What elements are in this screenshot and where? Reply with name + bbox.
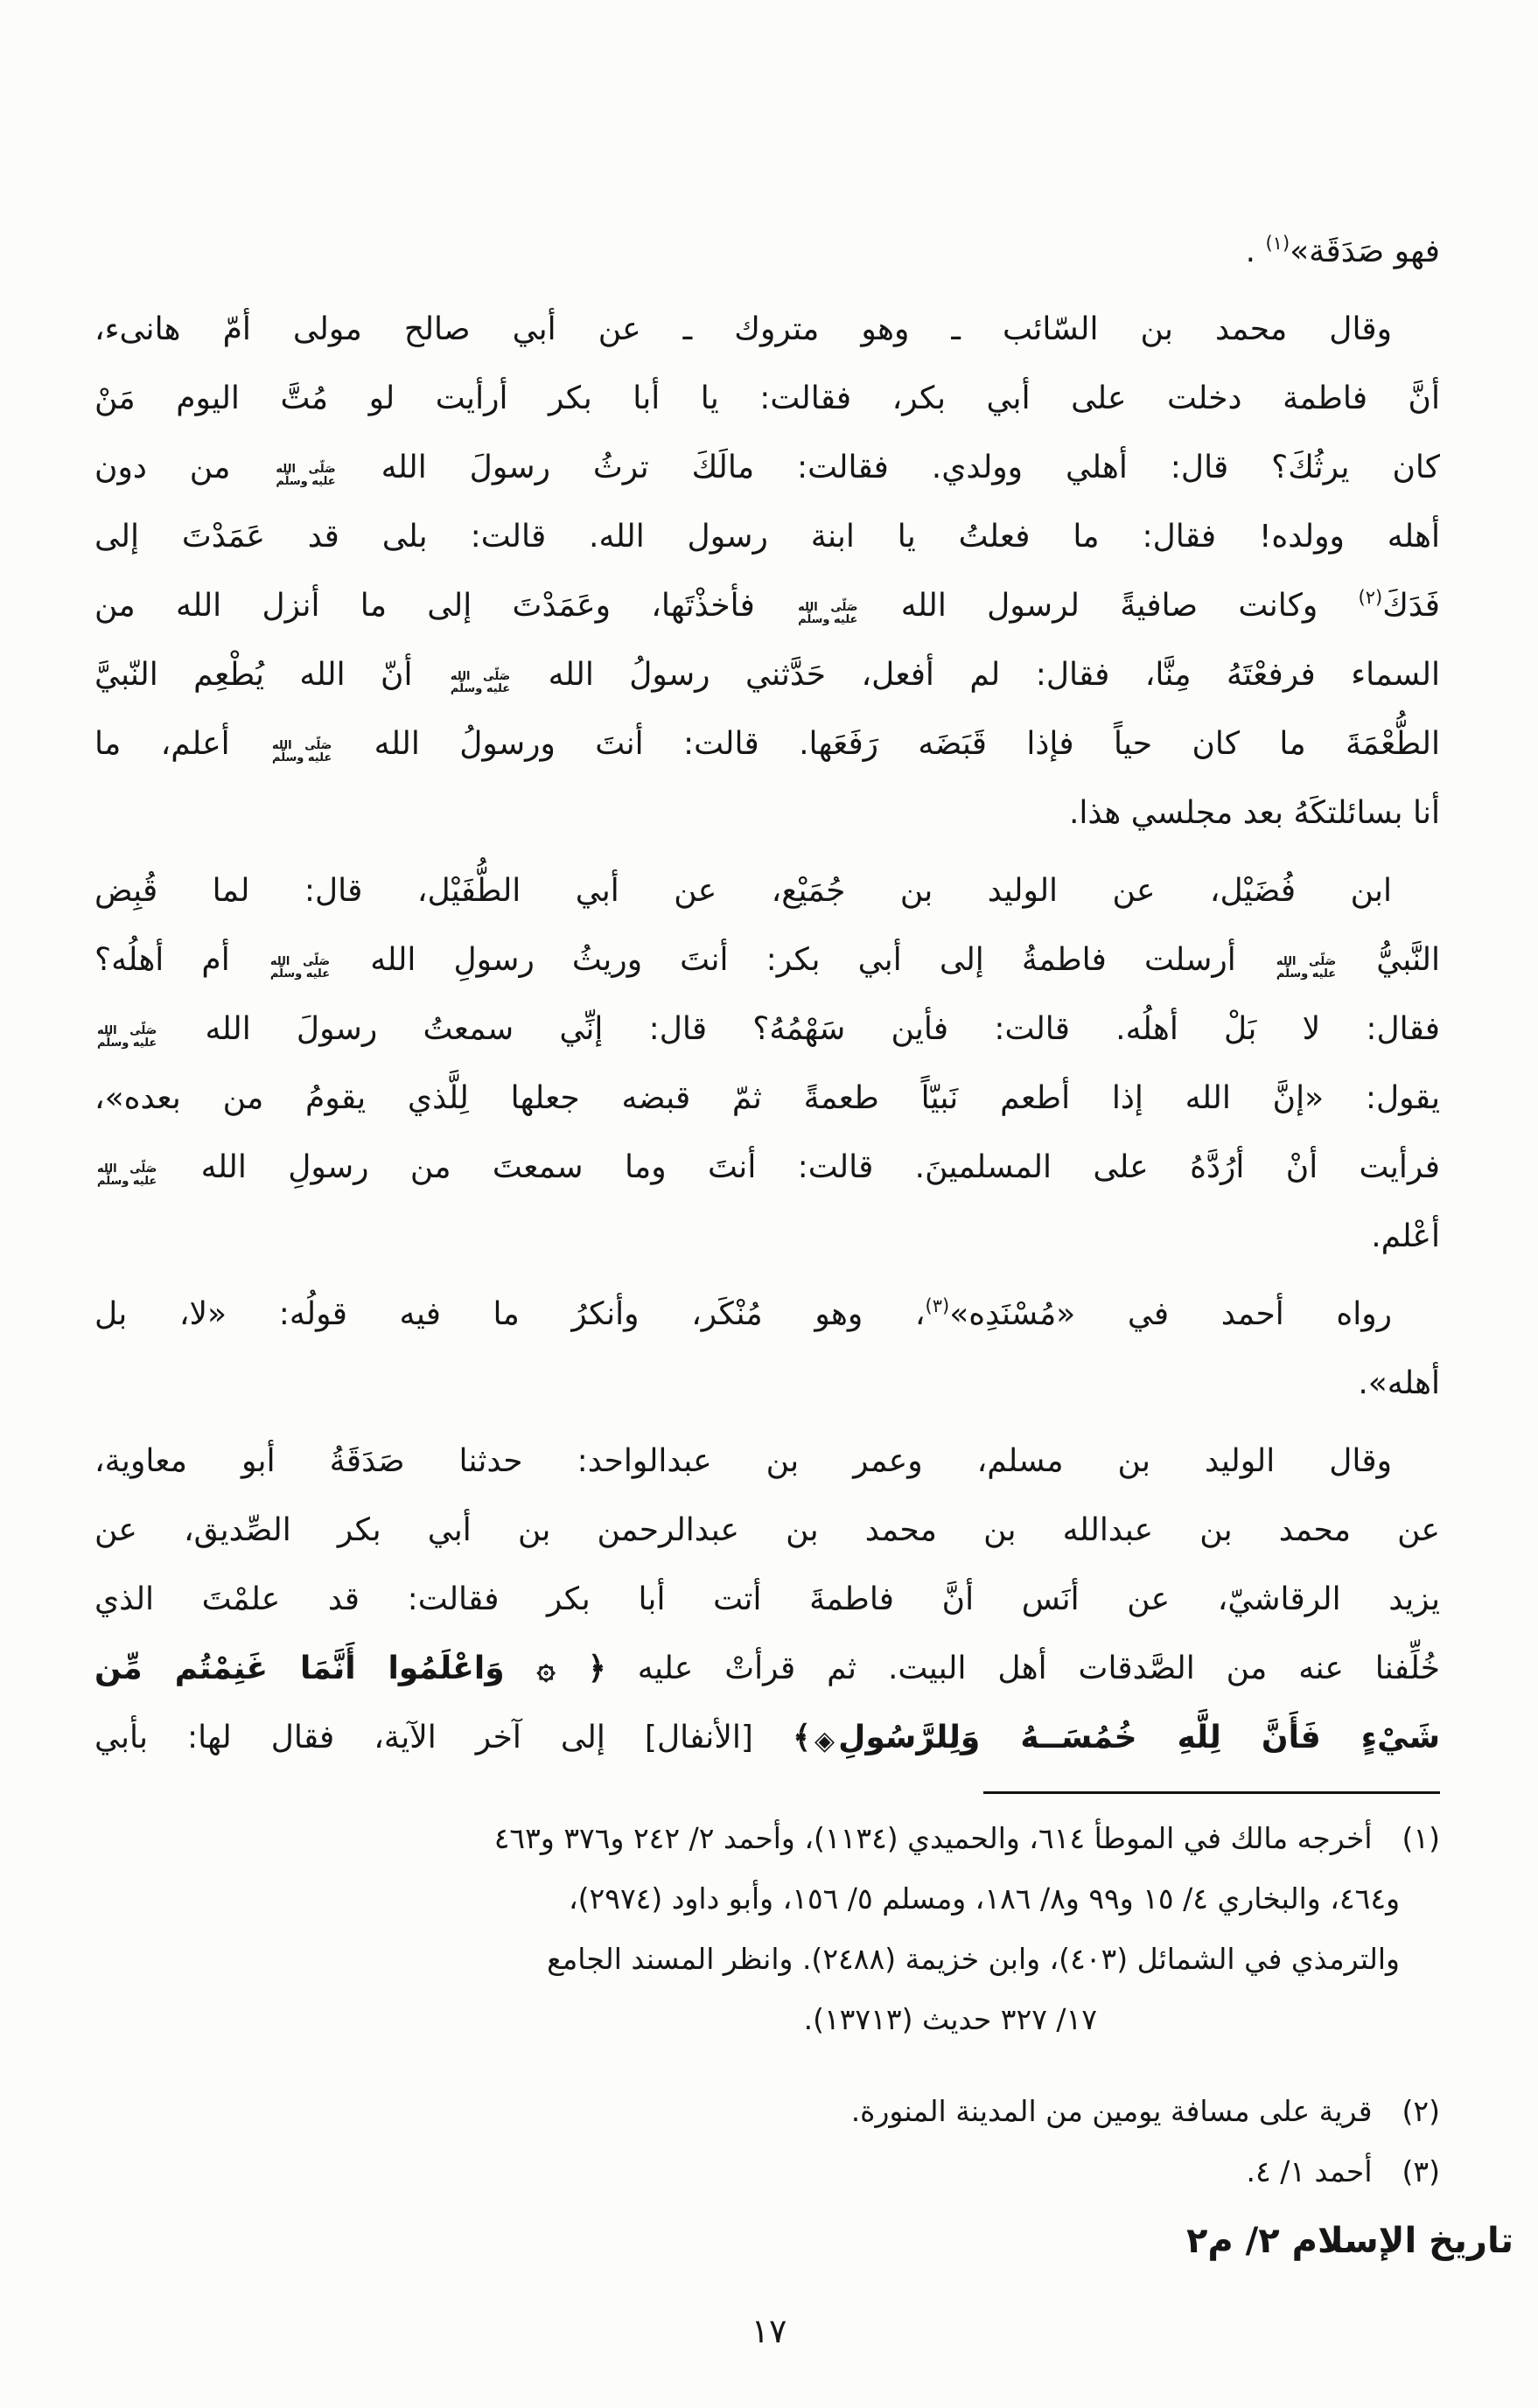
pbuh-honorific-icon: صَلّى الله عليه وسلّم [272, 739, 332, 764]
quran-close-bracket: ﴾ [792, 1720, 812, 1755]
text-line: وقال محمد بن السّائب ـ وهو متروك ـ عن أبي صالح مولى أمّ هانىء، [94, 311, 1392, 347]
quran-verse-text: شَيْءٍ فَأَنَّ لِلَّهِ خُمُسَــهُ وَلِلرَّسُولِ [838, 1720, 1440, 1755]
text-line [94, 1634, 1440, 1703]
footnote-line [94, 1808, 1440, 1868]
text-line: النَّبيُّ صَلّى الله عليه وسلّم أرسلت فاطمةُ إلى أبي بكر: أنتَ وريثُ رسولِ الله صَلّى الله عليه وسلّم أم أهلُه؟ [94, 942, 1440, 981]
text-line: فرأيت أنْ أرُدَّهُ على المسلمينَ. قالت: أنتَ وما سمعتَ من رسولِ الله صَلّى الله عليه وسلّم [97, 1149, 1440, 1188]
footnote-line [94, 2141, 1440, 2202]
main-text-column [94, 217, 1440, 2202]
footnotes-block [94, 1808, 1440, 2202]
text-line: كان يرثُكَ؟ قال: أهلي وولدي. فقالت: مالَكَ ترثُ رسولَ الله صَلّى الله عليه وسلّم من دون [94, 450, 1440, 488]
line-text: ، وهو مُنْكَر، وأنكرُ ما فيه قولُه: «لا، بل [94, 1296, 926, 1332]
text-line: يزيد الرقاشيّ، عن أنَس أنَّ فاطمةَ أتت أبا بكر فقالت: قد علمْتَ الذي [94, 1581, 1440, 1617]
page-number: ١٧ [751, 2312, 787, 2350]
line-text: . [1245, 234, 1266, 269]
text-line [94, 571, 1440, 640]
text-line: أهله وولده! فقال: ما فعلتُ يا ابنة رسول الله. قالت: بلى قد عَمَدْتَ إلى [94, 519, 1440, 555]
footnote-text: أخرجه مالك في الموطأ ٦١٤، والحميدي (١١٣٤)، وأحمد ٢/ ٢٤٢ و٣٧٦ و٤٦٣ [493, 1821, 1373, 1855]
footnote-1 [94, 1808, 1440, 2049]
text-line: عن محمد بن عبدالله بن محمد بن عبدالرحمن بن أبي بكر الصِّديق، عن [94, 1512, 1440, 1548]
text-line: فقال: لا بَلْ أهلُه. قالت: فأين سَهْمُهُ؟ قال: إنِّي سمعتُ رسولَ الله صَلّى الله عليه وسلّم [97, 1011, 1440, 1050]
footnote-text: قرية على مسافة يومين من المدينة المنورة. [850, 2094, 1373, 2128]
pbuh-honorific-icon: صَلّى الله عليه وسلّم [798, 601, 858, 626]
paragraph-closing [94, 217, 1440, 286]
text-line: أعْلم. [1371, 1218, 1440, 1254]
text-line: الطُّعْمَةَ ما كان حياً فإذا قَبَضَه رَفَعَها. قالت: أنتَ ورسولُ الله صَلّى الله عليه وسلّم أعلم، ما [94, 726, 1440, 764]
book-volume-signature: تاريخ الإسلام ٢/ م٢ [1186, 2221, 1514, 2261]
line-text: [الأنفال] إلى آخر الآية، فقال لها: بأبي [94, 1720, 793, 1755]
footnote-3 [94, 2141, 1440, 2202]
text-line: أنا بسائلتكَهُ بعد مجلسي هذا. [1068, 795, 1440, 831]
quran-verse-text: ﴿ ۞ وَاعْلَمُوا أَنَّمَا غَنِمْتُم مِّن [94, 1651, 606, 1686]
pbuh-honorific-icon: صَلّى الله عليه وسلّم [97, 1024, 157, 1050]
pbuh-honorific-icon: صَلّى الله عليه وسلّم [269, 955, 331, 981]
text-line: أنَّ فاطمة دخلت على أبي بكر، فقالت: يا أبا بكر أرأيت لو مُتَّ اليوم مَنْ [94, 380, 1440, 416]
paragraph-narration-2 [94, 856, 1440, 1271]
footnote-marker: (١) [1402, 1821, 1440, 1855]
text-line: أهله». [1358, 1365, 1440, 1401]
pbuh-honorific-icon: صَلّى الله عليه وسلّم [276, 463, 336, 488]
footnote-line: ١٧/ ٣٢٧ حديث (١٣٧١٣). [803, 2002, 1097, 2036]
footnote-line: و٤٦٤، والبخاري ٤/ ١٥ و٩٩ و٨/ ١٨٦، ومسلم ٥/ ١٥٦، وأبو داود (٢٩٧٤)، [568, 1881, 1400, 1916]
pbuh-honorific-icon: صَلّى الله عليه وسلّم [450, 670, 511, 695]
pbuh-honorific-icon: صَلّى الله عليه وسلّم [97, 1162, 157, 1188]
text-line [94, 217, 1440, 286]
line-text: خُلِّفنا عنه من الصَّدقات أهل البيت. ثم قرأتْ عليه [605, 1651, 1440, 1686]
line-text: فَدَكَ [1382, 588, 1440, 624]
text-line: وقال الوليد بن مسلم، وعمر بن عبدالواحد: حدثنا صَدَقَةُ أبو معاوية، [94, 1443, 1392, 1479]
pbuh-honorific-icon: صَلّى الله عليه وسلّم [1276, 955, 1337, 981]
footnote-line [94, 2081, 1440, 2141]
footnote-ref-2: (٢) [1358, 587, 1383, 608]
text-line: ابن فُضَيْل، عن الوليد بن جُمَيْع، عن أبي الطُّفَيْل، قال: لما قُبِض [94, 873, 1392, 909]
paragraph-narration-3 [94, 1427, 1440, 1772]
footnote-text: أحمد ١/ ٤. [1246, 2154, 1373, 2188]
paragraph-narration-1 [94, 295, 1440, 848]
text-line [94, 1703, 1440, 1772]
text-line: يقول: «إنَّ الله إذا أطعم نَبيّاً طعمةً ثمّ قبضه جعلها لِلَّذي يقومُ من بعده»، [94, 1080, 1440, 1116]
footnote-marker: (٢) [1402, 2094, 1440, 2128]
footnote-ref-1: (١) [1265, 233, 1290, 254]
footnote-ref-3: (٣) [925, 1295, 950, 1316]
footnote-line: والترمذي في الشمائل (٤٠٣)، وابن خزيمة (٢٤٨٨). وانظر المسند الجامع [547, 1942, 1400, 1976]
line-text: وكانت صافيةً لرسول الله صَلّى الله عليه وسلّم فأخذْتَها، وعَمَدْتَ إلى ما أنزل الله من [94, 588, 1359, 626]
ayah-ornament-icon: ◈ [814, 1726, 835, 1756]
paragraph-comment [94, 1280, 1440, 1418]
footnote-marker: (٣) [1402, 2154, 1440, 2188]
footnote-separator [983, 1791, 1440, 1794]
text-line [94, 1280, 1440, 1349]
line-text: فهو صَدَقَة» [1290, 234, 1440, 269]
text-line: السماء فرفعْتَهُ مِنَّا، فقال: لم أفعل، حَدَّثني رسولُ الله صَلّى الله عليه وسلّم أنّ الله يُطْعِم النّبيَّ [94, 657, 1440, 695]
line-text: رواه أحمد في «مُسْنَدِه» [949, 1296, 1392, 1332]
footnote-2 [94, 2081, 1440, 2141]
